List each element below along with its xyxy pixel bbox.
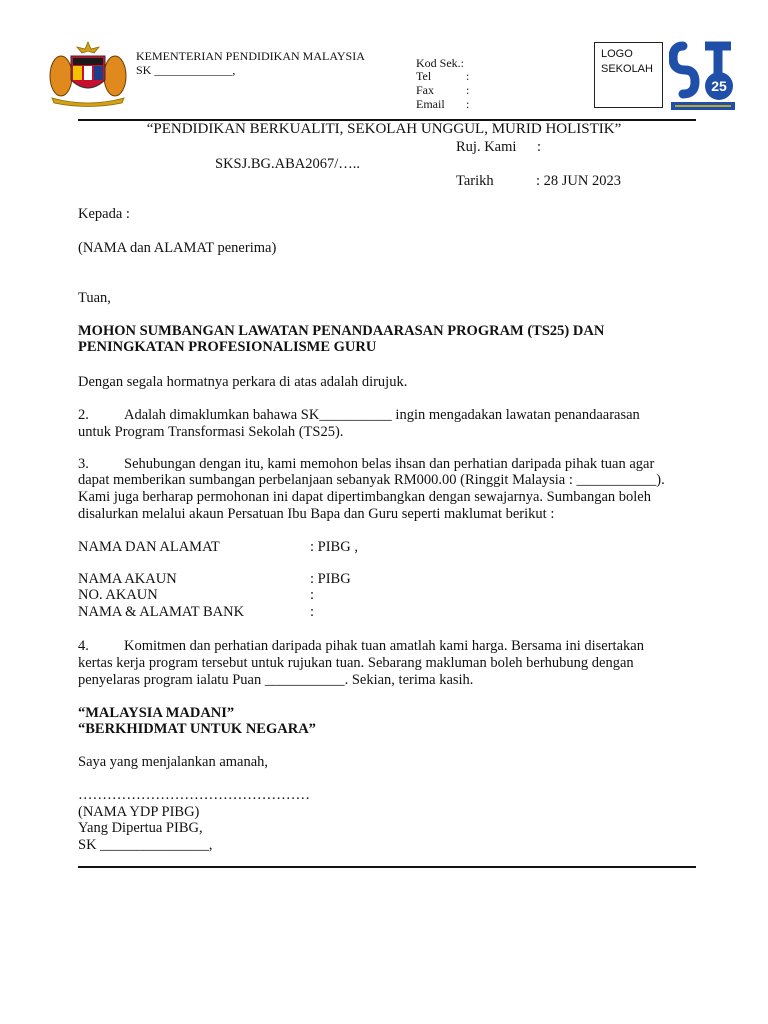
ministry-name: KEMENTERIAN PENDIDIKAN MALAYSIA: [136, 49, 365, 63]
detail-label-nama-akaun: NAMA AKAUN: [78, 571, 177, 587]
date-value: : 28 JUN 2023: [536, 173, 621, 189]
school-motto: “PENDIDIKAN BERKUALITI, SEKOLAH UNGGUL, MURID HOLISTIK”: [146, 121, 622, 137]
detail-label-nama-alamat: NAMA DAN ALAMAT: [78, 539, 220, 555]
ref-number: SKSJ.BG.ABA2067/…..: [215, 156, 361, 172]
detail-value-no-akaun: :: [310, 587, 315, 603]
closing-line: Saya yang menjalankan amanah,: [78, 754, 269, 770]
signatory-title: Yang Dipertua PIBG,: [78, 820, 203, 836]
contact-colon-fax: :: [466, 83, 470, 97]
contact-colon-tel: :: [466, 69, 470, 83]
signature-dots: …………………………………………: [78, 787, 310, 803]
slogan-madani: “MALAYSIA MADANI”: [78, 705, 235, 721]
para3-line-3: Kami juga berharap permohonan ini dapat dipertimbangkan dengan sewajarnya. Sumbangan boleh: [78, 489, 651, 505]
malaysia-crest-logo: [44, 40, 132, 108]
detail-label-no-akaun: NO. AKAUN: [78, 587, 158, 603]
logo-box-line-1: LOGO: [601, 48, 633, 60]
logo-box-line-2: SEKOLAH: [601, 63, 653, 75]
detail-value-nama-alamat: : PIBG ,: [310, 539, 358, 555]
recipient-value: (NAMA dan ALAMAT penerima): [78, 240, 277, 256]
signatory-name: (NAMA YDP PIBG): [78, 804, 200, 820]
school-logo-placeholder: [594, 42, 663, 108]
detail-value-nama-akaun: : PIBG: [310, 571, 351, 587]
para4-line-2: kertas kerja program tersebut untuk rujukan tuan. Sebarang makluman boleh berhubung dengan: [78, 655, 634, 671]
ref-label: Ruj. Kami: [456, 139, 517, 155]
contact-label-email: Email: [416, 97, 445, 111]
para3-line-4: disalurkan melalui akaun Persatuan Ibu Bapa dan Guru seperti maklumat berikut :: [78, 506, 555, 522]
subject-line-2: PENINGKATAN PROFESIONALISME GURU: [78, 339, 377, 355]
salutation: Tuan,: [78, 290, 111, 306]
contact-label-fax: Fax: [416, 83, 434, 97]
detail-value-bank: :: [310, 604, 315, 620]
contact-label-kod: Kod Sek.:: [416, 56, 464, 70]
ref-colon: :: [537, 139, 542, 155]
recipient-label: Kepada :: [78, 206, 130, 222]
contact-label-tel: Tel: [416, 69, 432, 83]
slogan-berkhidmat: “BERKHIDMAT UNTUK NEGARA”: [78, 721, 316, 737]
opening-sentence: Dengan segala hormatnya perkara di atas adalah dirujuk.: [78, 374, 408, 390]
para2-line-1: Adalah dimaklumkan bahawa SK__________ ingin mengadakan lawatan penandaarasan: [124, 407, 640, 423]
subject-line-1: MOHON SUMBANGAN LAWATAN PENANDAARASAN PROGRAM (TS25) DAN: [78, 323, 605, 339]
para4-number: 4.: [78, 638, 89, 654]
para2-number: 2.: [78, 407, 89, 423]
school-name-line: SK _____________,: [136, 63, 236, 77]
para3-line-2: dapat memberikan sumbangan perbelanjaan sebanyak RM000.00 (Ringgit Malaysia : ___________).: [78, 472, 665, 488]
para4-line-1: Komitmen dan perhatian daripada pihak tuan amatlah kami harga. Bersama ini disertakan: [124, 638, 644, 654]
para3-line-1: Sehubungan dengan itu, kami memohon belas ihsan dan perhatian daripada pihak tuan agar: [124, 456, 655, 472]
date-label: Tarikh: [456, 173, 494, 189]
signatory-school: SK _______________,: [78, 837, 213, 853]
footer-divider: [78, 866, 696, 868]
ts25-logo-number: 25: [711, 78, 727, 94]
detail-label-bank: NAMA & ALAMAT BANK: [78, 604, 245, 620]
ts25-program-logo: [669, 40, 737, 112]
para2-line-2: untuk Program Transformasi Sekolah (TS25).: [78, 424, 344, 440]
contact-colon-email: :: [466, 97, 470, 111]
para3-number: 3.: [78, 456, 89, 472]
para4-line-3: penyelaras program ialatu Puan ___________. Sekian, terima kasih.: [78, 672, 474, 688]
